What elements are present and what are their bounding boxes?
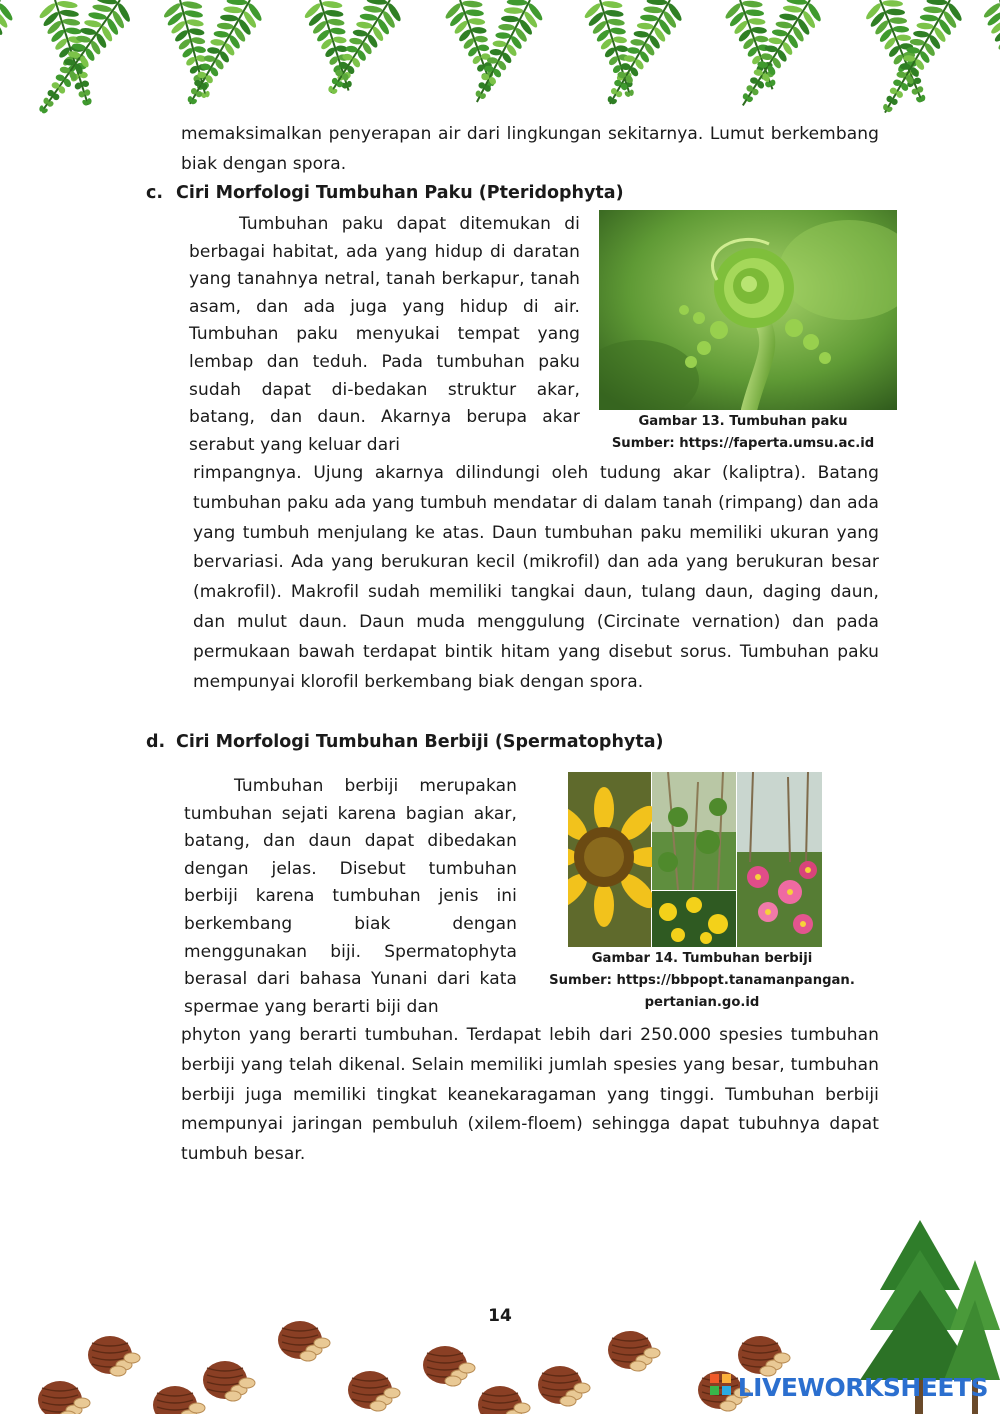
section-d-continued-paragraph: phyton yang berarti tumbuhan. Terdapat lebih dari 250.000 spesies tumbuhan berbiji yang telah dikenal. Selain memiliki jumlah spesies yang besar, tumbuhan berbiji juga memiliki tingkat keanekaragaman yang tinggi. Tumbuhan berbiji mempunyai jaringan pembuluh (xilem-floem) sehingga dapat tubuhnya dapat tumbuh besar. xyxy=(181,1025,879,1165)
fern-fiddlehead-photo xyxy=(599,210,897,410)
figure-14-source-cont: pertanian.go.id xyxy=(644,995,760,1010)
pinecone xyxy=(423,1346,475,1386)
figure-14-title: Gambar 14. Tumbuhan berbiji xyxy=(591,951,813,966)
fern-frond xyxy=(980,0,1000,107)
figure-13-source: Sumber: https://faperta.umsu.ac.id xyxy=(611,436,875,451)
section-c-marker: c. xyxy=(146,183,164,203)
figure-13-title: Gambar 13. Tumbuhan paku xyxy=(638,414,848,429)
pinecone xyxy=(88,1336,140,1376)
section-d-title: Ciri Morfologi Tumbuhan Berbiji (Spermatophyta) xyxy=(176,732,664,752)
fern-frond xyxy=(440,0,511,94)
pinecone xyxy=(538,1366,590,1406)
pinecone xyxy=(153,1386,205,1414)
figure-13-caption xyxy=(594,411,892,455)
liveworksheets-logo xyxy=(708,1372,988,1402)
section-d-wrapped-paragraph: Tumbuhan berbiji merupakan tumbuhan sejati karena bagian akar, batang, dan daun dapat dibedakan dengan jelas. Disebut tumbuhan berbiji karena tumbuhan jenis ini berkembang biak dengan menggunakan biji. Spermatophyta berasal dari bahasa Yunani dari kata spermae yang berarti biji dan xyxy=(184,776,517,1017)
liveworksheets-logo-text: LIVEWORKSHEETS xyxy=(737,1372,988,1402)
fern-leaves-decoration xyxy=(0,0,1000,140)
pinecone xyxy=(278,1321,330,1361)
pinecone xyxy=(608,1331,660,1371)
seed-plants-collage-photo xyxy=(568,772,822,947)
pinecone xyxy=(38,1381,90,1414)
fern-frond xyxy=(24,0,138,125)
section-c-heading xyxy=(146,183,624,203)
section-c-title: Ciri Morfologi Tumbuhan Paku (Pteridophyta) xyxy=(176,183,624,203)
section-d-heading xyxy=(146,732,664,752)
page-number: 14 xyxy=(488,1306,512,1326)
pinecone xyxy=(203,1361,255,1401)
section-c-wrapped-paragraph: Tumbuhan paku dapat ditemukan di berbagai habitat, ada yang hidup di daratan yang tanahnya netral, tanah berkapur, tanah asam, dan ada juga yang hidup di air. Tumbuhan paku menyukai tempat yang lembap dan teduh. Pada tumbuhan paku sudah dapat di-bedakan struktur akar, batang, dan daun. Akarnya berupa akar serabut yang keluar dari xyxy=(189,214,580,455)
pinecone xyxy=(348,1371,400,1411)
fern-frond xyxy=(0,0,19,125)
section-d-marker: d. xyxy=(146,732,166,752)
figure-14-source: Sumber: https://bbpopt.tanamanpangan. xyxy=(549,973,855,988)
liveworksheets-badge-icon xyxy=(708,1372,734,1402)
pinecone xyxy=(738,1336,790,1376)
intro-paragraph: memaksimalkan penyerapan air dari lingkungan sekitarnya. Lumut berkembang biak dengan spora. xyxy=(181,124,879,174)
figure-14-caption xyxy=(532,948,872,1014)
pinecone xyxy=(478,1386,530,1414)
section-c-continued-paragraph: rimpangnya. Ujung akarnya dilindungi oleh tudung akar (kaliptra). Batang tumbuhan paku ada yang tumbuh mendatar di dalam tanah (rimpang) dan ada yang tumbuh menjulang ke atas. Daun tumbuhan paku memiliki ukuran yang bervariasi. Ada yang berukuran kecil (mikrofil) dan ada yang berukuran besar (makrofil). Makrofil sudah memiliki tangkai daun, tulang daun, daging daun, dan mulut daun. Daun muda menggulung (Circinate vernation) dan pada permukaan bawah terdapat bintik hitam yang disebut sorus. Tumbuhan paku mempunyai klorofil berkembang biak dengan spora. xyxy=(193,463,879,692)
